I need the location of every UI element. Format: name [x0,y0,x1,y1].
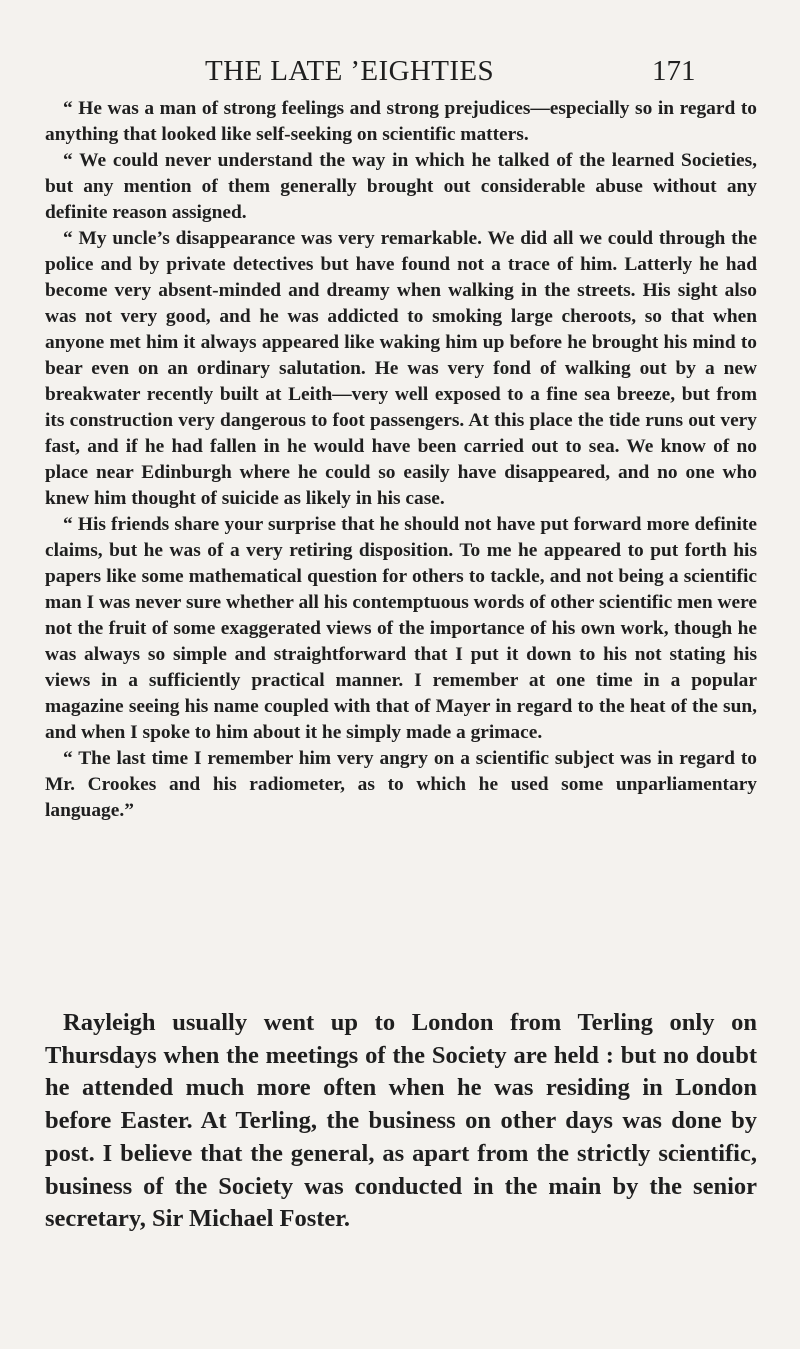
quoted-paragraph-5: “ The last time I remember him very angry on a scientific subject was in regard to Mr. Crookes and his radiometer, as to which he used some unparliamentary language.” [45,748,757,821]
main-paragraph: Rayleigh usually went up to London from Terling only on Thursdays when the meetings of the Society are held : but no doubt he attended much more often when he was residing in London before Easter. At Terling, the business on other days was done by post. I believe that the general, as apart from the strictly scientific, business of the Society was conducted in the main by the senior secretary, Sir Michael Foster. [45,1009,757,1233]
main-body-text [45,1007,757,1236]
quoted-paragraph-3: “ My uncle’s disappearance was very remarkable. We did all we could through the police and by private detectives but have found not a trace of him. Latterly he had become very absent-minded and dreamy when walking in the streets. His sight also was not very good, and he was addicted to smoking large cheroots, so that when anyone met him it always appeared like waking him up before he brought his mind to bear even on an ordinary salutation. He was very fond of walking out by a new breakwater recently built at Leith—very well exposed to a fine sea breeze, but from its construction very dangerous to foot passengers. At this place the tide runs out very fast, and if he had fallen in he would have been carried out to sea. We know of no place near Edinburgh where he could so easily have disappeared, and no one who knew him thought of suicide as likely in his case. [45,228,757,509]
quoted-paragraph-1: “ He was a man of strong feelings and strong prejudices—especially so in regard to anything that looked like self-seeking on scientific matters. [45,98,757,145]
running-head [0,55,800,95]
running-title: THE LATE ’EIGHTIES [205,55,495,87]
page-number: 171 [652,55,696,87]
quoted-letter-text [45,96,757,824]
quoted-paragraph-4: “ His friends share your surprise that he should not have put forward more definite claims, but he was of a very retiring disposition. To me he appeared to put forth his papers like some mathematical question for others to tackle, and not being a scientific man I was never sure whether all his contemptuous words of other scientific men were not the fruit of some exaggerated views of the importance of his own work, though he was always so simple and straightforward that I put it down to his not stating his views in a sufficiently practical manner. I remember at one time in a popular magazine seeing his name coupled with that of Mayer in regard to the heat of the sun, and when I spoke to him about it he simply made a grimace. [45,514,757,743]
quoted-paragraph-2: “ We could never understand the way in which he talked of the learned Societies, but any mention of them generally brought out considerable abuse without any definite reason assigned. [45,150,757,223]
